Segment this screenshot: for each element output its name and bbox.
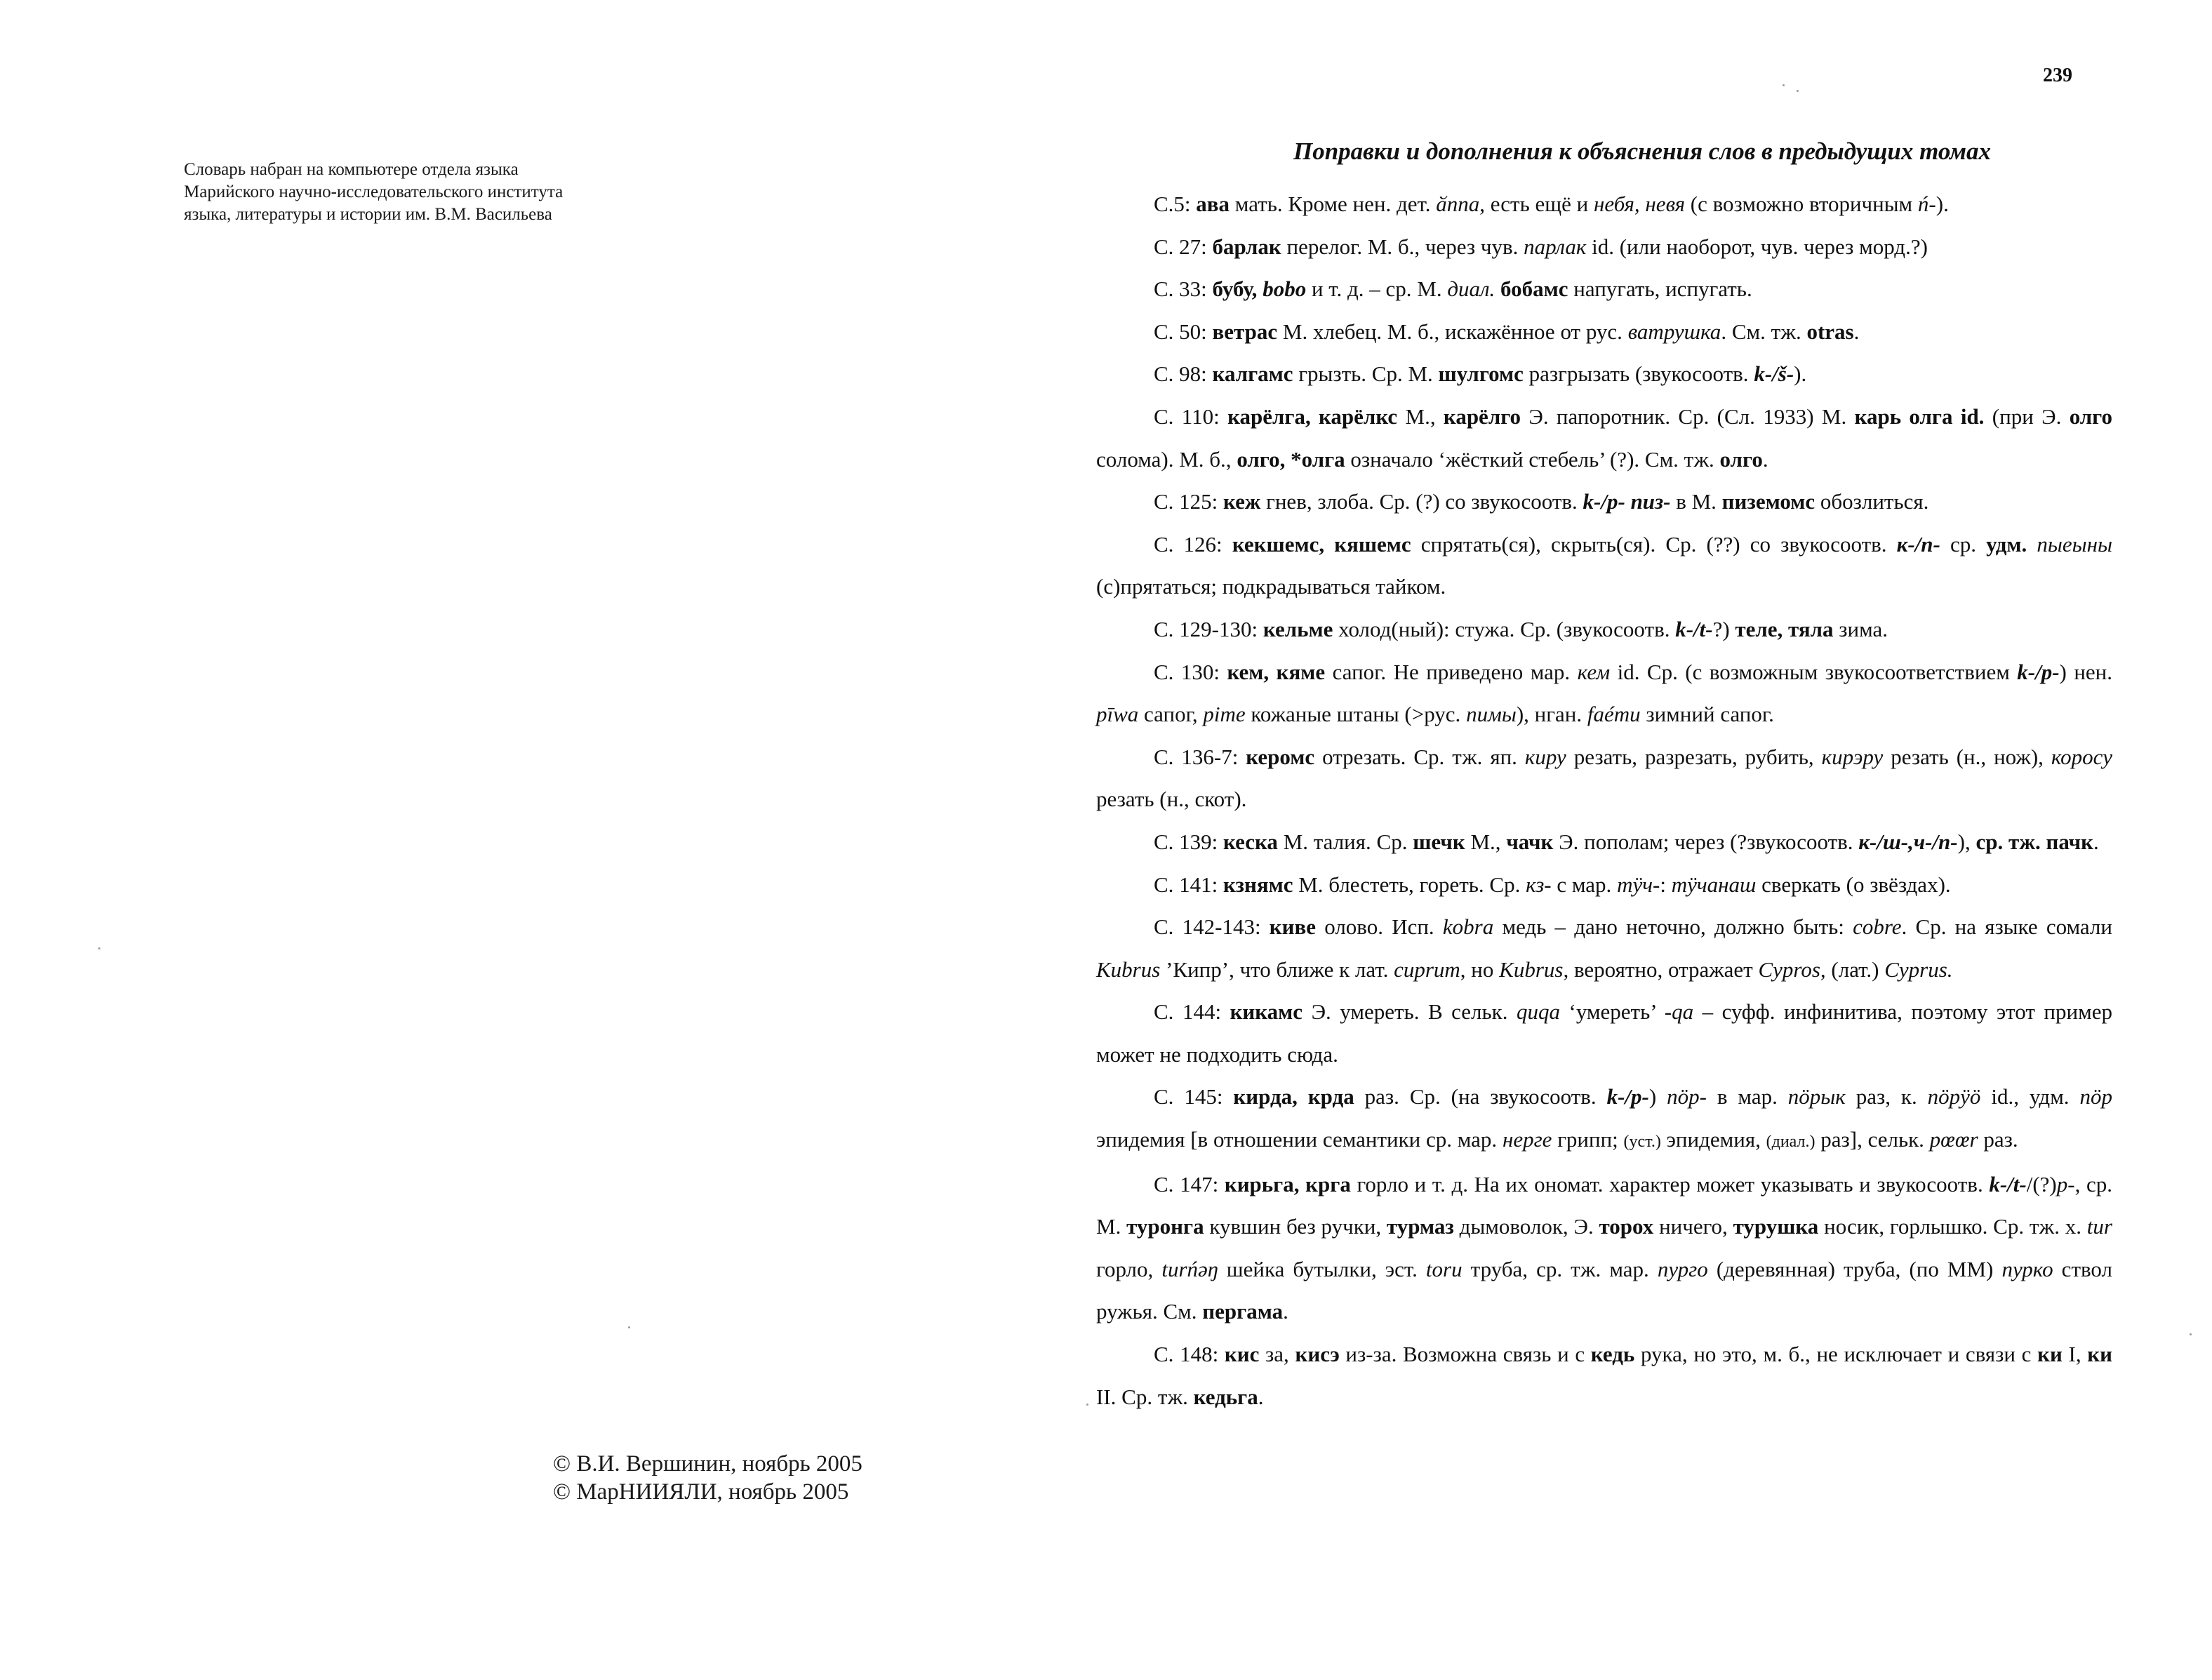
entry-text: горло, — [1096, 1256, 1162, 1281]
entry-text: . — [1762, 446, 1768, 472]
cited-form: tur — [2086, 1214, 2112, 1239]
cited-form: toru — [1425, 1256, 1463, 1281]
entry-text: отрезать. Ср. тж. яп. — [1314, 744, 1525, 769]
section-heading: Поправки и дополнения к объяснения слов в предыдущих томах — [1293, 138, 1992, 165]
cited-form: диал. — [1447, 276, 1495, 302]
entry-text: ) — [1648, 1084, 1667, 1109]
cited-form: Kubrus, — [1499, 956, 1569, 982]
right-page — [1081, 0, 2212, 1680]
headword: k-/t- — [1675, 616, 1713, 641]
headword: кзнямс — [1223, 872, 1293, 897]
entry-text: ), — [1957, 829, 1976, 854]
entry-text: С. 110: — [1154, 404, 1228, 429]
entry-text: С. 50: — [1154, 319, 1213, 344]
cited-form: faéти — [1587, 702, 1641, 727]
entry-text: id. Ср. (с возможным звукосоответствием — [1610, 659, 2018, 684]
headword: кедьга — [1193, 1384, 1258, 1409]
headword: кекшемс, кяшемс — [1232, 531, 1411, 556]
headword: ки — [2037, 1342, 2063, 1367]
entry-text: . — [1283, 1299, 1288, 1324]
headword: кирьга, крга — [1224, 1171, 1351, 1196]
cited-form: quqa — [1517, 999, 1560, 1025]
entry-text: горло и т. д. На их ономат. характер может указывать и звукосоотв. — [1350, 1171, 1990, 1196]
entry-text: . — [1258, 1384, 1264, 1409]
headword: ава — [1196, 192, 1230, 216]
headword: кедь — [1590, 1342, 1635, 1367]
headword: шечк — [1413, 829, 1465, 854]
headword: ветрас — [1212, 319, 1278, 344]
entry-text: ’Кипр’, что ближе к лат. — [1160, 956, 1394, 982]
credits-line: Марийского научно-исследовательского института — [184, 182, 564, 201]
cited-form: pime — [1203, 702, 1246, 727]
entry-text: напугать, испугать. — [1568, 276, 1752, 302]
correction-entry — [1096, 906, 2112, 991]
cited-form: пыеыны — [2037, 531, 2113, 556]
entry-text: С. 144: — [1154, 999, 1230, 1025]
entry-text: означало ‘жёсткий стебель’ (?). См. тж. — [1345, 446, 1720, 472]
entry-text: (лат.) — [1825, 956, 1885, 982]
headword: керомс — [1246, 744, 1315, 769]
correction-entry — [1096, 736, 2112, 821]
cited-form: Kubrus — [1096, 956, 1161, 982]
entry-text: резать (н., нож), — [1883, 744, 2051, 769]
headword: k-/š- — [1754, 361, 1794, 387]
entry-text — [1495, 276, 1500, 301]
cited-form: кз- — [1526, 872, 1552, 897]
cited-form: парлак — [1524, 234, 1587, 259]
correction-entry — [1096, 183, 2112, 226]
entry-text: (с)прятаться; подкрадываться тайком. — [1096, 574, 1446, 599]
headword: шулгомс — [1438, 361, 1524, 387]
headword: k-/t- — [1989, 1171, 2027, 1196]
entry-text: ) нен. — [2059, 659, 2113, 684]
entry-text: С. 98: — [1154, 361, 1213, 387]
entry-text: ), нган. — [1516, 702, 1587, 727]
headword: карёлга, карёлкс — [1227, 404, 1398, 429]
entry-text: труба, ср. тж. мар. — [1462, 1256, 1658, 1281]
left-page — [0, 0, 1081, 1680]
entry-text: вероятно, отражает — [1568, 956, 1759, 982]
headword: кельме — [1262, 616, 1333, 641]
correction-entry — [1096, 353, 2112, 396]
scan-speck — [1797, 90, 1799, 92]
cited-form: turńəŋ — [1161, 1256, 1218, 1281]
correction-entry — [1096, 268, 2112, 311]
cited-form: пимы — [1466, 702, 1517, 727]
entry-text: грипп; — [1552, 1127, 1624, 1152]
correction-entry — [1096, 1164, 2112, 1333]
correction-entry — [1096, 524, 2112, 608]
entry-text: /(?) — [2026, 1171, 2057, 1196]
headword: туронга — [1126, 1214, 1204, 1239]
cited-form: пӧр — [2079, 1084, 2112, 1109]
headword: k-/p- — [2017, 659, 2060, 684]
entry-text: разгрызать (звукосоотв. — [1523, 361, 1754, 387]
cited-form: пурко — [2001, 1256, 2053, 1281]
cited-form: пурго — [1657, 1256, 1708, 1281]
headword: барлак — [1212, 234, 1281, 259]
correction-entry — [1096, 481, 2112, 524]
entry-text: С. 139: — [1154, 829, 1224, 854]
cited-form: kobra — [1442, 914, 1494, 940]
cited-form: Cyprus. — [1884, 956, 1953, 982]
cited-form: pœœr — [1929, 1127, 1978, 1152]
scan-speck — [2190, 1333, 2192, 1335]
entry-text: эпидемия, — [1660, 1127, 1766, 1152]
entry-text: ). — [1936, 192, 1949, 216]
entry-text: (при Э. — [1984, 404, 2070, 429]
cited-form: киру — [1524, 744, 1566, 769]
entry-text: – суфф. инфинитива, поэтому этот пример может не подходить сюда. — [1096, 999, 2112, 1067]
correction-entry — [1096, 226, 2112, 269]
headword: кеска — [1223, 829, 1278, 854]
headword: к-/ш-,ч-/п- — [1858, 829, 1958, 854]
entry-text: , ср. М. — [1096, 1171, 2112, 1239]
cited-form: p- — [2056, 1171, 2075, 1196]
entry-text: Э. умереть. В сельк. — [1302, 999, 1517, 1025]
entry-text: раз], сельк. — [1815, 1127, 1930, 1152]
cited-form: нерге — [1502, 1127, 1552, 1152]
entry-text: перелог. М. б., через чув. — [1281, 234, 1524, 259]
entry-text: в М. — [1670, 489, 1722, 514]
entry-text: С. 27: — [1154, 234, 1213, 259]
headword: k-/p- — [1583, 489, 1625, 514]
headword: торох — [1599, 1214, 1654, 1239]
entry-text: С. 33: — [1154, 276, 1213, 302]
entry-text: С. 145: — [1154, 1084, 1234, 1109]
correction-entry — [1096, 821, 2112, 864]
entry-text: I, — [2062, 1342, 2088, 1367]
entry-text: гнев, злоба. Ср. (?) со звукосоотв. — [1260, 489, 1583, 514]
headword: k-/p- — [1606, 1084, 1649, 1109]
entry-text: (уст.) — [1623, 1133, 1661, 1152]
headword: кем, кяме — [1227, 659, 1326, 684]
entry-text: II. Ср. тж. — [1096, 1384, 1194, 1409]
cited-form: -qa — [1664, 999, 1694, 1025]
entry-text: С. 125: — [1154, 489, 1224, 514]
headword: кирда, крда — [1233, 1084, 1354, 1109]
headword: удм. — [1986, 531, 2027, 556]
correction-entry — [1096, 991, 2112, 1076]
headword: пачк — [2046, 829, 2094, 854]
entry-text: . См. тж. — [1721, 319, 1807, 344]
entry-text: id., удм. — [1980, 1084, 2080, 1109]
headword: калгамс — [1212, 361, 1293, 387]
headword: теле, тяла — [1735, 616, 1834, 641]
entry-text: ствол ружья. См. — [1096, 1256, 2112, 1324]
entry-text: сверкать (о звёздах). — [1756, 872, 1951, 897]
entry-text: С.5: — [1154, 192, 1197, 216]
scan-speck — [1086, 1404, 1088, 1406]
entry-text: С. 130: — [1154, 659, 1227, 684]
correction-entry — [1096, 1076, 2112, 1163]
entry-text: в мар. — [1706, 1084, 1788, 1109]
page-number: 239 — [2043, 65, 2072, 86]
scan-speck — [628, 1326, 630, 1328]
entry-text: спрятать(ся), скрыть(ся). Ср. (??) со звукосоотв. — [1411, 531, 1897, 556]
entry-text: ‘умереть’ — [1560, 999, 1665, 1025]
headword: к-/п- — [1896, 531, 1940, 556]
cited-form: pīwa — [1096, 702, 1139, 727]
entry-text: (диал.) — [1766, 1133, 1815, 1152]
entry-text: раз. — [1978, 1127, 2018, 1152]
entry-text: ). — [1794, 361, 1807, 387]
headword: турмаз — [1386, 1214, 1454, 1239]
headword: карёлго — [1443, 404, 1521, 429]
entry-text: сапог. Не приведено мар. — [1325, 659, 1578, 684]
entry-text — [1625, 489, 1631, 514]
entry-text: ?) — [1712, 616, 1735, 641]
entry-text: С. 141: — [1154, 872, 1224, 897]
entry-text: ничего, — [1653, 1214, 1733, 1239]
headword: бобамс — [1500, 276, 1568, 302]
entry-text: зима. — [1833, 616, 1888, 641]
entry-text: С. 147: — [1154, 1171, 1225, 1196]
entry-text: ср. — [1940, 531, 1987, 556]
cited-form: ватрушка — [1627, 319, 1721, 344]
cited-form: пӧрык — [1787, 1084, 1846, 1109]
entry-text: (с возможно вторичным — [1685, 192, 1918, 216]
headword: карь олга id. — [1854, 404, 1985, 429]
entry-text: М., — [1397, 404, 1444, 429]
entry-text: с мар. — [1551, 872, 1618, 897]
entry-text: резать (н., скот). — [1096, 787, 1247, 812]
entry-text: : — [1660, 872, 1672, 897]
entry-text: холод(ный): стужа. Ср. (звукосоотв. — [1333, 616, 1676, 641]
entry-text: М. хлебец. М. б., искажённое от рус. — [1277, 319, 1628, 344]
entry-text: , но — [1460, 956, 1500, 982]
entry-text: рука, но это, м. б., не исключает и связи с — [1634, 1342, 2038, 1367]
headword: турушка — [1733, 1214, 1819, 1239]
cited-form: коросу — [2051, 744, 2112, 769]
copyright-block — [553, 1450, 862, 1506]
entry-text: Э. папоротник. Ср. (Сл. 1933) М. — [1521, 404, 1855, 429]
cited-form: пӧрӱӧ — [1927, 1084, 1981, 1109]
entry-text: М. талия. Ср. — [1277, 829, 1413, 854]
headword: пергама — [1202, 1299, 1284, 1324]
entry-text: М. блестеть, гореть. Ср. — [1293, 872, 1526, 897]
cited-form: Cypros, — [1758, 956, 1826, 982]
cited-form: cobre — [1853, 914, 1902, 940]
entry-text: мать. Кроме нен. дет. — [1230, 192, 1437, 216]
entry-text: . — [2093, 829, 2099, 854]
entry-text: из-за. Возможна связь и с — [1339, 1342, 1591, 1367]
entry-text: дымоволок, Э. — [1453, 1214, 1599, 1239]
cited-form: тӱч- — [1617, 872, 1660, 897]
cited-form: небя, невя — [1593, 192, 1686, 216]
entry-text: С. 136-7: — [1154, 744, 1246, 769]
cited-form: тӱчанаш — [1671, 872, 1757, 897]
entry-text: , есть ещё и — [1479, 192, 1594, 216]
entry-text: раз. Ср. (на звукосоотв. — [1354, 1084, 1607, 1109]
cited-form: cuprum — [1394, 956, 1460, 982]
entry-text: С. 129-130: — [1154, 616, 1263, 641]
entry-text: С. 126: — [1154, 531, 1232, 556]
cited-form: ӑппа — [1436, 192, 1480, 216]
headword: пиз- — [1630, 489, 1671, 514]
correction-entry — [1096, 651, 2112, 736]
headword: олго — [1719, 446, 1763, 472]
cited-form: кем — [1577, 659, 1611, 684]
entry-text: олово. Исп. — [1316, 914, 1443, 940]
entry-text: и т. д. – ср. М. — [1306, 276, 1448, 302]
cited-form: пӧр- — [1667, 1084, 1707, 1109]
corrections-list — [1096, 183, 2112, 1418]
entry-text: С. 148: — [1154, 1342, 1225, 1367]
credits-line: Словарь набран на компьютере отдела языка — [184, 160, 519, 179]
entry-text: М., — [1465, 829, 1507, 854]
entry-text: id. (или наоборот, чув. через морд.?) — [1586, 234, 1928, 259]
headword: bobo — [1262, 276, 1307, 302]
entry-text: . Ср. на языке сомали — [1901, 914, 2112, 940]
cited-form: ń- — [1917, 192, 1936, 216]
copyright-line: © В.И. Вершинин, ноябрь 2005 — [553, 1451, 862, 1476]
entry-text: . — [1853, 319, 1860, 344]
entry-text: С. 142-143: — [1154, 914, 1270, 940]
headword: бубу, — [1212, 276, 1263, 302]
headword: олго — [2069, 404, 2112, 429]
entry-text: (деревянная) труба, (по ММ) — [1707, 1256, 2002, 1281]
headword: кеж — [1223, 489, 1261, 514]
entry-text: медь – дано неточно, должно быть: — [1493, 914, 1853, 940]
entry-text: сапог, — [1138, 702, 1204, 727]
entry-text: солома). М. б., — [1096, 446, 1237, 472]
entry-text: шейка бутылки, эст. — [1218, 1256, 1426, 1281]
entry-text — [2027, 532, 2037, 556]
entry-text: носик, горлышко. Ср. тж. х. — [1818, 1214, 2087, 1239]
correction-entry — [1096, 396, 2112, 481]
headword: киве — [1269, 914, 1317, 940]
copyright-line: © МарНИИЯЛИ, ноябрь 2005 — [553, 1479, 849, 1505]
correction-entry — [1096, 1333, 2112, 1418]
headword: ср. тж. — [1976, 829, 2041, 854]
headword: кикамс — [1230, 999, 1303, 1025]
cited-form: кирэру — [1821, 744, 1884, 769]
headword: ки — [2087, 1342, 2112, 1367]
scan-speck — [1783, 84, 1785, 86]
entry-text — [2041, 829, 2046, 854]
scan-speck — [98, 947, 100, 949]
headword: кисэ — [1295, 1342, 1340, 1367]
correction-entry — [1096, 311, 2112, 354]
headword: кис — [1224, 1342, 1260, 1367]
entry-text: резать, разрезать, рубить, — [1566, 744, 1822, 769]
correction-entry — [1096, 608, 2112, 651]
entry-text: зимний сапог. — [1640, 702, 1774, 727]
entry-text: грызть. Ср. М. — [1293, 361, 1439, 387]
entry-text: эпидемия [в отношении семантики ср. мар. — [1096, 1127, 1503, 1152]
entry-text: раз, к. — [1845, 1084, 1928, 1109]
correction-entry — [1096, 864, 2112, 907]
entry-text: за, — [1259, 1342, 1295, 1367]
headword: otras — [1806, 319, 1854, 344]
headword: чачк — [1506, 829, 1554, 854]
entry-text: кожаные штаны (>рус. — [1245, 702, 1467, 727]
headword: олго, *олга — [1237, 446, 1345, 472]
entry-text: обозлиться. — [1815, 489, 1929, 514]
entry-text: Э. пополам; через (?звукосоотв. — [1553, 829, 1859, 854]
credits-line: языка, литературы и истории им. В.М. Васильева — [184, 205, 552, 224]
entry-text: кувшин без ручки, — [1204, 1214, 1387, 1239]
headword: пиземомс — [1721, 489, 1815, 514]
typesetting-credits — [184, 159, 675, 226]
